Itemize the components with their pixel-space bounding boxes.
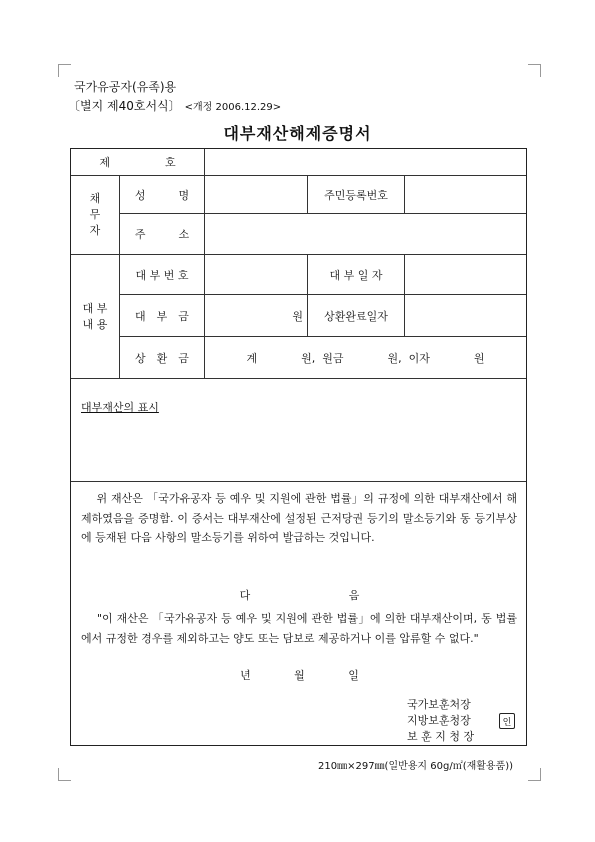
issue-date: 년 월 일 — [240, 669, 359, 682]
doc-number-label: 제 호 — [99, 156, 176, 169]
crop-mark-bottom-right — [528, 768, 541, 781]
issuer-line: 국가보훈처장 — [407, 698, 471, 711]
loan-label-line: 내 용 — [82, 317, 108, 331]
debtor-label-char: 무 — [89, 208, 101, 221]
restriction-clause: "이 재산은 「국가유공자 등 예우 및 지원에 관한 법률」에 의한 대부재산이며, 동 법률에서 규정한 경우를 제외하고는 양도 또는 담보로 제공하거나 이를 압류할 수 없다." — [81, 612, 517, 645]
debtor-label-char: 자 — [89, 224, 101, 237]
crop-mark-top-left — [58, 64, 71, 77]
property-section-label: 대부재산의 표시 — [81, 401, 159, 414]
issuer-list — [407, 697, 474, 745]
rule — [71, 378, 526, 379]
form-number: 〔별지 제40호서식〕 — [68, 99, 181, 113]
document-title: 대부재산해제증명서 — [223, 124, 372, 143]
loan-amount-field[interactable] — [205, 295, 307, 336]
repay-amount-breakdown[interactable]: 계 원, 원금 원, 이자 원 — [246, 351, 485, 365]
loan-amount-label: 대 부 금 — [135, 309, 189, 323]
issuer-line: 지방보훈청장 — [407, 714, 471, 727]
paper-spec-footer: 210㎜×297㎜(일반용지 60g/㎡(재활용품)) — [318, 761, 514, 772]
loan-date-label: 대 부 일 자 — [329, 268, 383, 282]
rule — [71, 481, 526, 482]
seal-mark: 인 — [499, 713, 515, 729]
resident-id-label: 주민등록번호 — [324, 188, 388, 202]
repay-date-field[interactable] — [405, 295, 526, 336]
won-unit: 원 — [292, 309, 303, 323]
repay-date-label: 상환완료일자 — [324, 309, 388, 323]
loan-detail-label — [71, 255, 119, 378]
loan-label-line: 대 부 — [82, 301, 108, 315]
name-field[interactable] — [205, 176, 307, 213]
debtor-label — [71, 176, 119, 254]
form-number-line — [68, 97, 281, 114]
certification-text: 위 재산은 「국가유공자 등 예우 및 지원에 관한 법률」의 규정에 의한 대부재산에서 해제하였음을 증명함. 이 증서는 대부재산에 설정된 근저당권 등기의 말소등기와 동 등기부상에 등재된 다음 사항의 말소등기를 위하여 발급하는 것입니다. — [81, 492, 517, 544]
loan-date-field[interactable] — [405, 255, 526, 294]
address-field[interactable] — [205, 214, 526, 254]
crop-mark-bottom-left — [58, 768, 71, 781]
form-category: 국가유공자(유족)용 — [74, 80, 177, 94]
name-label: 성 명 — [134, 188, 190, 202]
repay-amount-label: 상 환 금 — [135, 351, 189, 365]
loan-number-field[interactable] — [205, 255, 307, 294]
issuer-line: 보 훈 지 청 장 — [407, 730, 475, 743]
debtor-label-char: 채 — [89, 192, 101, 205]
address-label: 주 소 — [134, 228, 190, 241]
loan-number-label: 대 부 번 호 — [135, 268, 189, 282]
certificate-form — [70, 148, 527, 746]
doc-number-field[interactable] — [205, 149, 526, 175]
crop-mark-top-right — [528, 64, 541, 77]
revision-note: <개정 2006.12.29> — [184, 102, 282, 113]
following-heading: 다 음 — [239, 589, 360, 602]
resident-id-field[interactable] — [405, 176, 526, 213]
